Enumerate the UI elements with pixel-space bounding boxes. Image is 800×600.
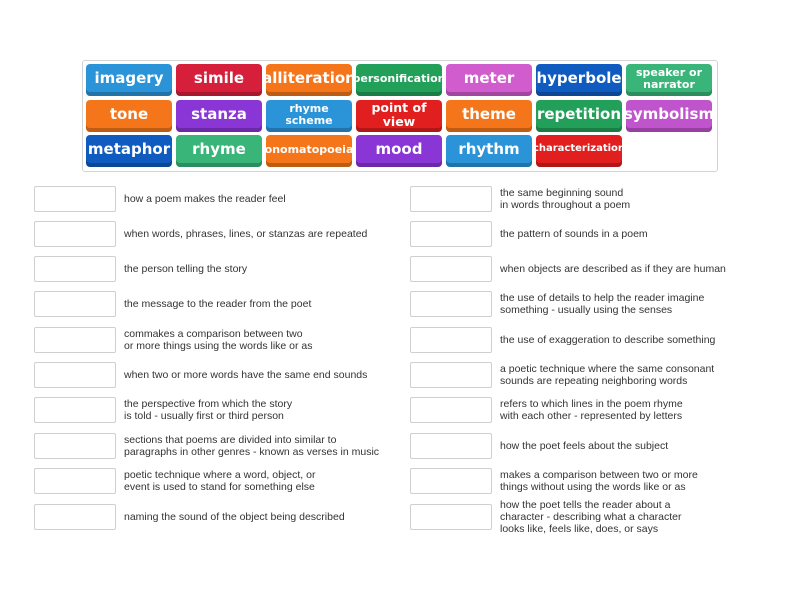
- tile-alliteration[interactable]: alliteration: [266, 64, 352, 96]
- tile-rhyme-scheme[interactable]: rhyme scheme: [266, 100, 352, 132]
- tile-tone[interactable]: tone: [86, 100, 172, 132]
- tile-symbolism[interactable]: symbolism: [626, 100, 712, 132]
- tile-metaphor[interactable]: metaphor: [86, 135, 172, 167]
- answer-slot-left-5[interactable]: [34, 327, 116, 353]
- answer-slot-right-4[interactable]: [410, 291, 492, 317]
- answer-slot-right-2[interactable]: [410, 221, 492, 247]
- tile-rhyme[interactable]: rhyme: [176, 135, 262, 167]
- clue-left-1: how a poem makes the reader feel: [124, 193, 286, 205]
- clue-right-8: how the poet feels about the subject: [500, 440, 669, 452]
- clue-left-9: poetic technique where a word, object, or event is used to stand for something else: [124, 469, 316, 493]
- clue-right-1: the same beginning sound in words throughout a poem: [500, 187, 631, 211]
- tile-mood[interactable]: mood: [356, 135, 442, 167]
- tile-onomatopoeia[interactable]: onomatopoeia: [266, 135, 352, 167]
- clue-left-2: when words, phrases, lines, or stanzas are repeated: [124, 228, 368, 240]
- tile-rhythm[interactable]: rhythm: [446, 135, 532, 167]
- answer-slot-right-3[interactable]: [410, 256, 492, 282]
- answer-slot-left-10[interactable]: [34, 504, 116, 530]
- clue-left-7: the perspective from which the story is told - usually first or third person: [124, 398, 293, 422]
- tile-meter[interactable]: meter: [446, 64, 532, 96]
- tile-stanza[interactable]: stanza: [176, 100, 262, 132]
- clue-left-5: commakes a comparison between two or more things using the words like or as: [124, 328, 313, 352]
- answer-slot-left-8[interactable]: [34, 433, 116, 459]
- answer-slot-left-7[interactable]: [34, 397, 116, 423]
- clue-left-3: the person telling the story: [124, 263, 248, 275]
- clue-right-6: a poetic technique where the same consonant sounds are repeating neighboring words: [500, 363, 715, 387]
- tile-speaker-or-narrator[interactable]: speaker or narrator: [626, 64, 712, 96]
- tile-theme[interactable]: theme: [446, 100, 532, 132]
- clue-right-3: when objects are described as if they are human: [500, 263, 726, 275]
- clue-left-4: the message to the reader from the poet: [124, 298, 312, 310]
- answer-slot-right-1[interactable]: [410, 186, 492, 212]
- tile-imagery[interactable]: imagery: [86, 64, 172, 96]
- answer-slot-right-8[interactable]: [410, 433, 492, 459]
- answer-slot-left-9[interactable]: [34, 468, 116, 494]
- clue-left-6: when two or more words have the same end sounds: [124, 369, 368, 381]
- answer-slot-left-3[interactable]: [34, 256, 116, 282]
- clue-right-9: makes a comparison between two or more things without using the words like or as: [500, 469, 698, 493]
- answer-slot-left-1[interactable]: [34, 186, 116, 212]
- answer-slot-left-4[interactable]: [34, 291, 116, 317]
- clue-left-10: naming the sound of the object being described: [124, 511, 345, 523]
- tile-characterization[interactable]: characterization: [536, 135, 622, 167]
- answer-slot-right-10[interactable]: [410, 504, 492, 530]
- tile-point-of-view[interactable]: point of view: [356, 100, 442, 132]
- clue-right-7: refers to which lines in the poem rhyme with each other - represented by letters: [500, 398, 683, 422]
- clue-right-5: the use of exaggeration to describe something: [500, 334, 716, 346]
- answer-slot-right-6[interactable]: [410, 362, 492, 388]
- tile-repetition[interactable]: repetition: [536, 100, 622, 132]
- clue-right-4: the use of details to help the reader imagine something - usually using the senses: [500, 292, 705, 316]
- tile-simile[interactable]: simile: [176, 64, 262, 96]
- answer-slot-left-2[interactable]: [34, 221, 116, 247]
- answer-slot-right-9[interactable]: [410, 468, 492, 494]
- answer-slot-right-5[interactable]: [410, 327, 492, 353]
- clue-right-2: the pattern of sounds in a poem: [500, 228, 648, 240]
- clue-left-8: sections that poems are divided into similar to paragraphs in other genres - known as verses in music: [124, 434, 380, 458]
- clue-right-10: how the poet tells the reader about a character - describing what a character looks like, feels like, does, or says: [500, 499, 682, 535]
- tile-personification[interactable]: personification: [356, 64, 442, 96]
- answer-slot-right-7[interactable]: [410, 397, 492, 423]
- tile-hyperbole[interactable]: hyperbole: [536, 64, 622, 96]
- answer-slot-left-6[interactable]: [34, 362, 116, 388]
